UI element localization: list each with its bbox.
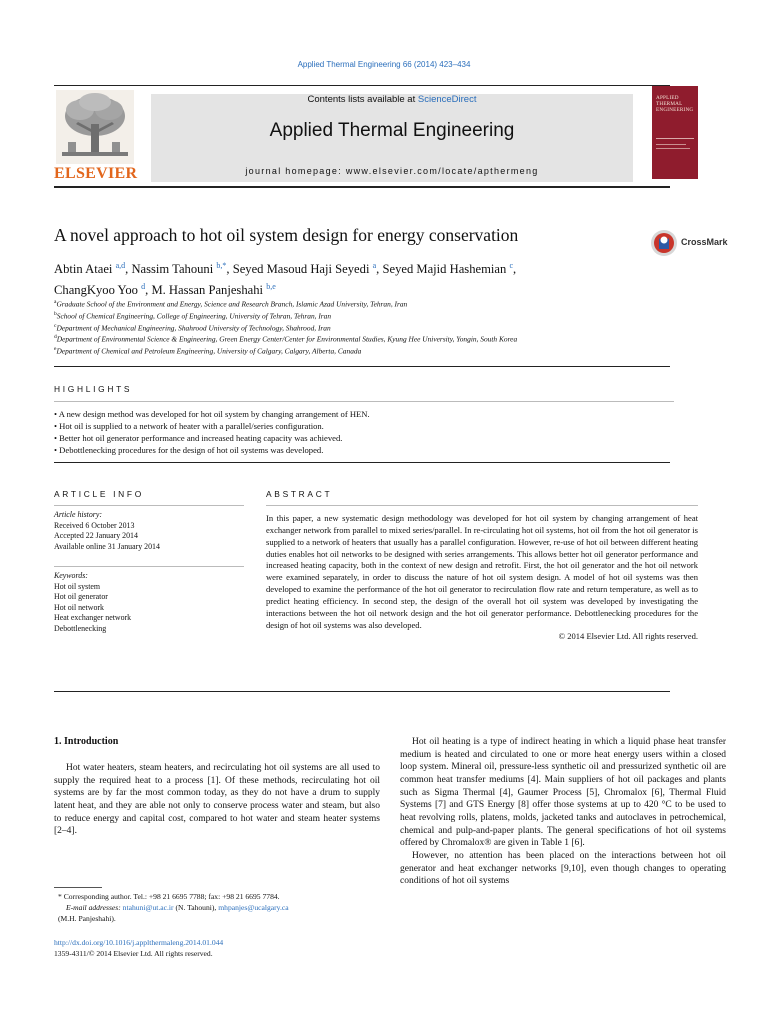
history-entry: Accepted 22 January 2014 xyxy=(54,531,138,541)
paragraph: Hot water heaters, steam heaters, and recirculating hot oil systems are all used to supply the required heat to a process [1]. Of these methods, recirculating hot oil systems are by far the most common today, as they do not have a drum to supply latent heat, and they are able not only to conserve process water and steam, but also to reduce energy and capital cost, compared to hot water and steam heater systems [2–4]. xyxy=(54,763,380,837)
keyword[interactable]: Hot oil network xyxy=(54,602,104,612)
email-link[interactable]: ntahuni@ut.ac.ir xyxy=(122,902,174,912)
author[interactable]: M. Hassan Panjeshahi $^{b,e}$ xyxy=(151,282,276,298)
article-history xyxy=(54,510,244,552)
highlights-heading: HIGHLIGHTS xyxy=(54,384,133,394)
section-heading-introduction: 1. Introduction xyxy=(54,736,119,747)
author-list: Abtin Ataei $^{a,d}$, Nassim Tahouni $^{b,*}$, Seyed Masoud Haji Seyedi $^a$, Seyed Majid Hashemian $^c$, ChangKyoo Yoo $^d$, M. Hassan Panjeshahi $^{b,e}$ xyxy=(54,261,517,298)
abstract-copyright: © 2014 Elsevier Ltd. All rights reserved. xyxy=(558,631,698,642)
issn-copyright: 1359-4311/© 2014 Elsevier Ltd. All rights reserved. xyxy=(54,948,213,958)
history-entry: Received 6 October 2013 xyxy=(54,520,135,530)
elsevier-wordmark: ELSEVIER xyxy=(54,165,138,182)
paragraph: Hot oil heating is a type of indirect heating in which a liquid phase heat transfer medium is heated and circulated to one or more heat energy users within a closed loop system. Mineral oil, pressure-less synthetic oil and pressurized synthetic oil are common heat transfer mediums [4]. Main suppliers of hot oil packages and plants such as Sigma Thermal [4], Gaumer Process [5], Chromalox [6], Thermal Fluid Systems [7] and GTS Energy [8] offer those systems at up to 420 °C to be used to heat revolving rolls, platens, molds, jacketed tanks and autoclaves in petrochemical, chemical and pulp-and-paper plants. The general specifications of hot oil systems offered by Chromalox® are given in Table 1 [6]. xyxy=(400,737,726,849)
article-title: A novel approach to hot oil system design for energy conservation xyxy=(54,225,519,245)
keyword[interactable]: Heat exchanger network xyxy=(54,613,132,623)
affiliation: $^a$Graduate School of the Environment and Energy, Science and Research Branch, Islamic Azad University, Tehran, Iran xyxy=(54,299,408,309)
intro-left-column xyxy=(54,762,380,838)
author[interactable]: Abtin Ataei $^{a,d}$ xyxy=(54,261,126,277)
highlights-bottom-rule xyxy=(54,462,670,463)
journal-title: Applied Thermal Engineering xyxy=(269,120,515,141)
doi-link[interactable]: http://dx.doi.org/10.1016/j.applthermaleng.2014.01.044 xyxy=(54,938,224,947)
highlight-item: • Debottlenecking procedures for the design of hot oil systems was developed. xyxy=(54,445,324,455)
article-meta xyxy=(54,938,223,959)
contents-line xyxy=(151,94,633,105)
abstract-bottom-rule xyxy=(54,691,670,692)
crossmark-label: CrossMark xyxy=(681,237,728,247)
keywords-label: Keywords: xyxy=(54,571,88,580)
intro-right-column xyxy=(400,736,726,888)
contents-prefix: Contents lists available at xyxy=(307,94,418,105)
author[interactable]: Seyed Majid Hashemian $^c$ xyxy=(382,261,513,277)
corresponding-author-note: * Corresponding author. Tel.: +98 21 6695 7788; fax: +98 21 6695 7784. xyxy=(58,892,280,901)
history-entry: Available online 31 January 2014 xyxy=(54,541,160,551)
keyword[interactable]: Debottlenecking xyxy=(54,623,107,633)
crossmark-icon xyxy=(650,229,678,257)
cover-divider xyxy=(656,148,690,149)
highlight-item: • Hot oil is supplied to a network of heater with a parallel/series configuration. xyxy=(54,421,324,431)
abstract-body xyxy=(266,513,698,643)
affiliation: $^c$Department of Mechanical Engineering, Shahrood University of Technology, Shahrood, Iran xyxy=(54,323,331,333)
article-info-rule xyxy=(54,505,244,506)
abstract-text: In this paper, a new systematic design methodology was developed for hot oil system by changing arrangement of heat exchanger network from parallel to mixed series/parallel. In re-circulating hot oil systems, hot oil from the hot oil generator is supplied to a network of heaters that usually has a parallel configuration. However, re-use of hot oil between different heating duties enables hot oil networks to be designed with series arrangements. This allows better hot oil generator performance and increased heating capacity, both in the context of new design and retrofit. First, the hot oil generator and the hot oil network were examined separately, in order to discuss the nature of hot oil system design. A model of hot oil systems was then developed to examine the performance of the hot oil generator to recirculation flow rate and return temperature, as well as to predict heating efficiency. In second step, the design of the overall hot oil system was developed by investigating the interactions between the hot oil network design and the hot oil generator performance. Debottlenecking procedures for the design of hot oil systems was also developed. xyxy=(266,513,698,630)
top-rule xyxy=(54,85,670,86)
journal-reference-link[interactable]: Applied Thermal Engineering 66 (2014) 423–434 xyxy=(297,60,471,69)
highlight-item: • A new design method was developed for hot oil system by changing arrangement of HEN. xyxy=(54,409,370,419)
abstract-rule xyxy=(266,505,698,506)
cover-title: APPLIED THERMAL ENGINEERING xyxy=(656,95,694,114)
highlight-item: • Better hot oil generator performance and increased heating capacity was achieved. xyxy=(54,433,343,443)
journal-cover-thumbnail[interactable] xyxy=(652,86,698,179)
footnote xyxy=(54,892,382,924)
cover-divider xyxy=(656,144,686,145)
keywords-block xyxy=(54,571,244,635)
keyword[interactable]: Hot oil generator xyxy=(54,592,108,602)
affiliation: $^b$School of Chemical Engineering, College of Engineering, University of Tehran, Tehran, Iran xyxy=(54,311,332,321)
highlights-rule xyxy=(54,401,674,402)
affiliation-bottom-rule xyxy=(54,366,670,367)
abstract-heading: ABSTRACT xyxy=(266,489,333,499)
article-info-heading: ARTICLE INFO xyxy=(54,489,144,499)
email-link[interactable]: mhpanjes@ucalgary.ca xyxy=(218,902,289,912)
cover-divider xyxy=(656,138,694,139)
header-bottom-rule xyxy=(54,186,670,188)
author[interactable]: Seyed Masoud Haji Seyedi $^a$ xyxy=(232,261,377,277)
sciencedirect-link[interactable]: ScienceDirect xyxy=(417,94,477,105)
email-owner: (M.H. Panjeshahi). xyxy=(58,913,116,923)
author[interactable]: Nassim Tahouni $^{b,*}$ xyxy=(131,261,227,277)
author[interactable]: ChangKyoo Yoo $^d$ xyxy=(54,282,146,298)
keywords-rule xyxy=(54,566,244,567)
footnote-rule xyxy=(54,887,102,888)
journal-homepage[interactable]: journal homepage: www.elsevier.com/locate/apthermeng xyxy=(245,166,539,176)
email-line: E-mail addresses: ntahuni@ut.ac.ir (N. Tahouni), mhpanjes@ucalgary.ca xyxy=(66,902,289,912)
crossmark-badge[interactable] xyxy=(650,229,730,257)
affiliation: $^d$Department of Environmental Science & Engineering, Green Energy Center/Center for Environmental Studies, Kyung Hee University, Yongin, South Korea xyxy=(54,334,518,344)
keyword[interactable]: Hot oil system xyxy=(54,581,101,591)
paragraph: However, no attention has been placed on the interactions between hot oil generator and heat exchanger networks [9,10], even though changes to operating conditions of hot oil systems xyxy=(400,850,726,887)
article-history-label: Article history: xyxy=(54,510,102,519)
affiliation: $^e$Department of Chemical and Petroleum Engineering, University of Calgary, Calgary, Alberta, Canada xyxy=(54,346,362,356)
